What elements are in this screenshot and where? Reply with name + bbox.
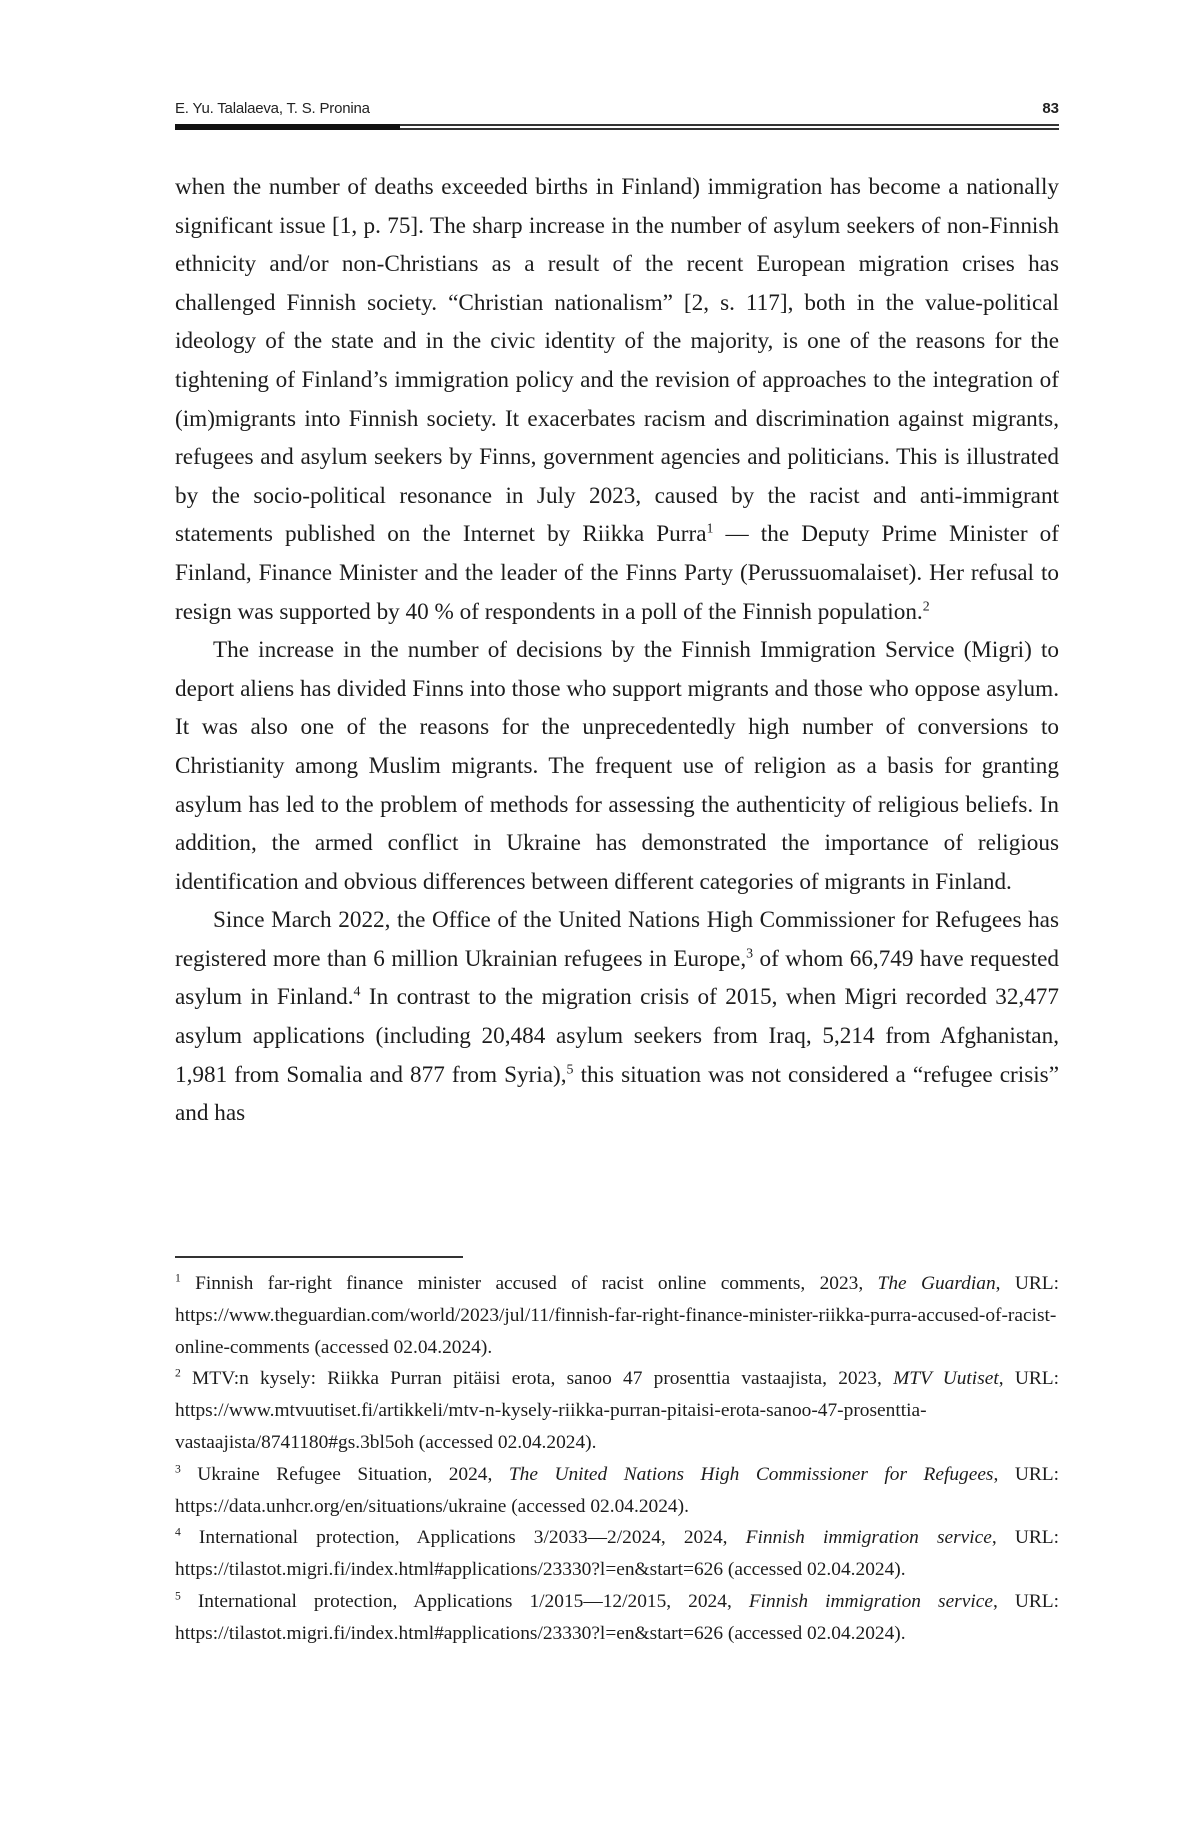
page-number: 83 bbox=[1042, 100, 1059, 117]
footnote-reference: 3 bbox=[746, 946, 754, 962]
footnote-reference: 1 bbox=[706, 521, 714, 537]
body-paragraph: when the number of deaths exceeded births in Finland) immigration has become a nationally significant issue [1, p. 75]. The sharp increase in the number of asylum seekers of non-Finnish ethnicity and/or non-Christians as a result of the recent European migration crises has challenged Finnish society. “Christian nationalism” [2, s. 117], both in the value-political ideology of the state and in the civic identity of the majority, is one of the reasons for the tightening of Finland’s immigration policy and the revision of approaches to the integration of (im)migrants into Finnish society. It exacerbates racism and discrimination against migrants, refugees and asylum seekers by Finns, government agencies and politicians. This is illustrated by the socio-political resonance in July 2023, caused by the racist and anti-immigrant statements published on the Internet by Riikka Purra$^1$ — the Deputy Prime Minister of Finland, Finance Minister and the leader of the Finns Party (Perussuomalaiset). Her refusal to resign was supported by 40 % of respondents in a poll of the Finnish population.$^2$ bbox=[175, 174, 1059, 625]
source-title: The United Nations High Commissioner for Refugees bbox=[508, 1463, 994, 1485]
footnote-number: 5 bbox=[175, 1589, 181, 1603]
footnote-reference: 4 bbox=[353, 984, 361, 1000]
body-paragraph: Since March 2022, the Office of the United Nations High Commissioner for Refugees has registered more than 6 million Ukrainian refugees in Europe,$^3$ of whom 66,749 have requested asylum in Finland.$^4$ In contrast to the migration crisis of 2015, when Migri recorded 32,477 asylum applications (including 20,484 asylum seekers from Iraq, 5,214 from Afghanistan, 1,981 from Somalia and 877 from Syria),$^5$ this situation was not considered a “refugee crisis” and has bbox=[175, 907, 1059, 1127]
footnote-item: $^2$ MTV:n kysely: Riikka Purran pitäisi erota, sanoo 47 prosenttia vastaajista, 2023, MTV Uutiset, URL: https://www.mtvuutiset.fi/artikkeli/mtv-n-kysely-riikka-purran-pitaisi-erota-sanoo-47-prosenttia-vastaajista/8741180#gs.3bl5oh (accessed 02.04.2024). bbox=[175, 1366, 1059, 1453]
running-header bbox=[175, 98, 1059, 122]
footnote-item: $^1$ Finnish far-right finance minister accused of racist online comments, 2023, The Guardian, URL: https://www.theguardian.com/world/2023/jul/11/finnish-far-right-finance-minister-riikka-purra-accused-of-racist-online-comments (accessed 02.04.2024). bbox=[175, 1271, 1059, 1358]
footnote-reference: 2 bbox=[922, 598, 930, 614]
header-authors: E. Yu. Talalaeva, T. S. Pronina bbox=[175, 100, 370, 117]
footnotes bbox=[175, 1268, 1059, 1650]
footnote-item: $^5$ International protection, Applications 1/2015—12/2015, 2024, Finnish immigration service, URL: https://tilastot.migri.fi/index.html#applications/23330?l=en&start=626 (accessed 02.04.2024). bbox=[175, 1589, 1059, 1644]
footnote-number: 2 bbox=[175, 1366, 181, 1380]
footnote-number: 3 bbox=[175, 1462, 181, 1476]
footnote-separator bbox=[175, 1256, 463, 1258]
source-title: Finnish immigration service bbox=[748, 1590, 993, 1612]
footnote-number: 1 bbox=[175, 1271, 181, 1285]
footnote-item: $^3$ Ukraine Refugee Situation, 2024, The United Nations High Commissioner for Refugees, URL: https://data.unhcr.org/en/situations/ukraine (accessed 02.04.2024). bbox=[175, 1462, 1059, 1517]
body-paragraph: The increase in the number of decisions by the Finnish Immigration Service (Migri) to deport aliens has divided Finns into those who support migrants and those who oppose asylum. It was also one of the reasons for the unprecedentedly high number of conversions to Christianity among Muslim migrants. The frequent use of religion as a basis for granting asylum has led to the problem of methods for assessing the authenticity of religious beliefs. In addition, the armed conflict in Ukraine has demonstrated the importance of religious identification and obvious differences between different categories of migrants in Finland. bbox=[175, 637, 1059, 895]
footnote-item: $^4$ International protection, Applications 3/2033—2/2024, 2024, Finnish immigration service, URL: https://tilastot.migri.fi/index.html#applications/23330?l=en&start=626 (accessed 02.04.2024). bbox=[175, 1525, 1059, 1581]
footnote-number: 4 bbox=[175, 1525, 181, 1539]
source-title: The Guardian bbox=[877, 1273, 996, 1294]
header-rule bbox=[175, 124, 1059, 132]
source-title: MTV Uutiset bbox=[893, 1368, 999, 1390]
source-title: Finnish immigration service bbox=[745, 1527, 992, 1549]
body-text bbox=[175, 168, 1059, 1133]
footnote-reference: 5 bbox=[566, 1061, 574, 1077]
